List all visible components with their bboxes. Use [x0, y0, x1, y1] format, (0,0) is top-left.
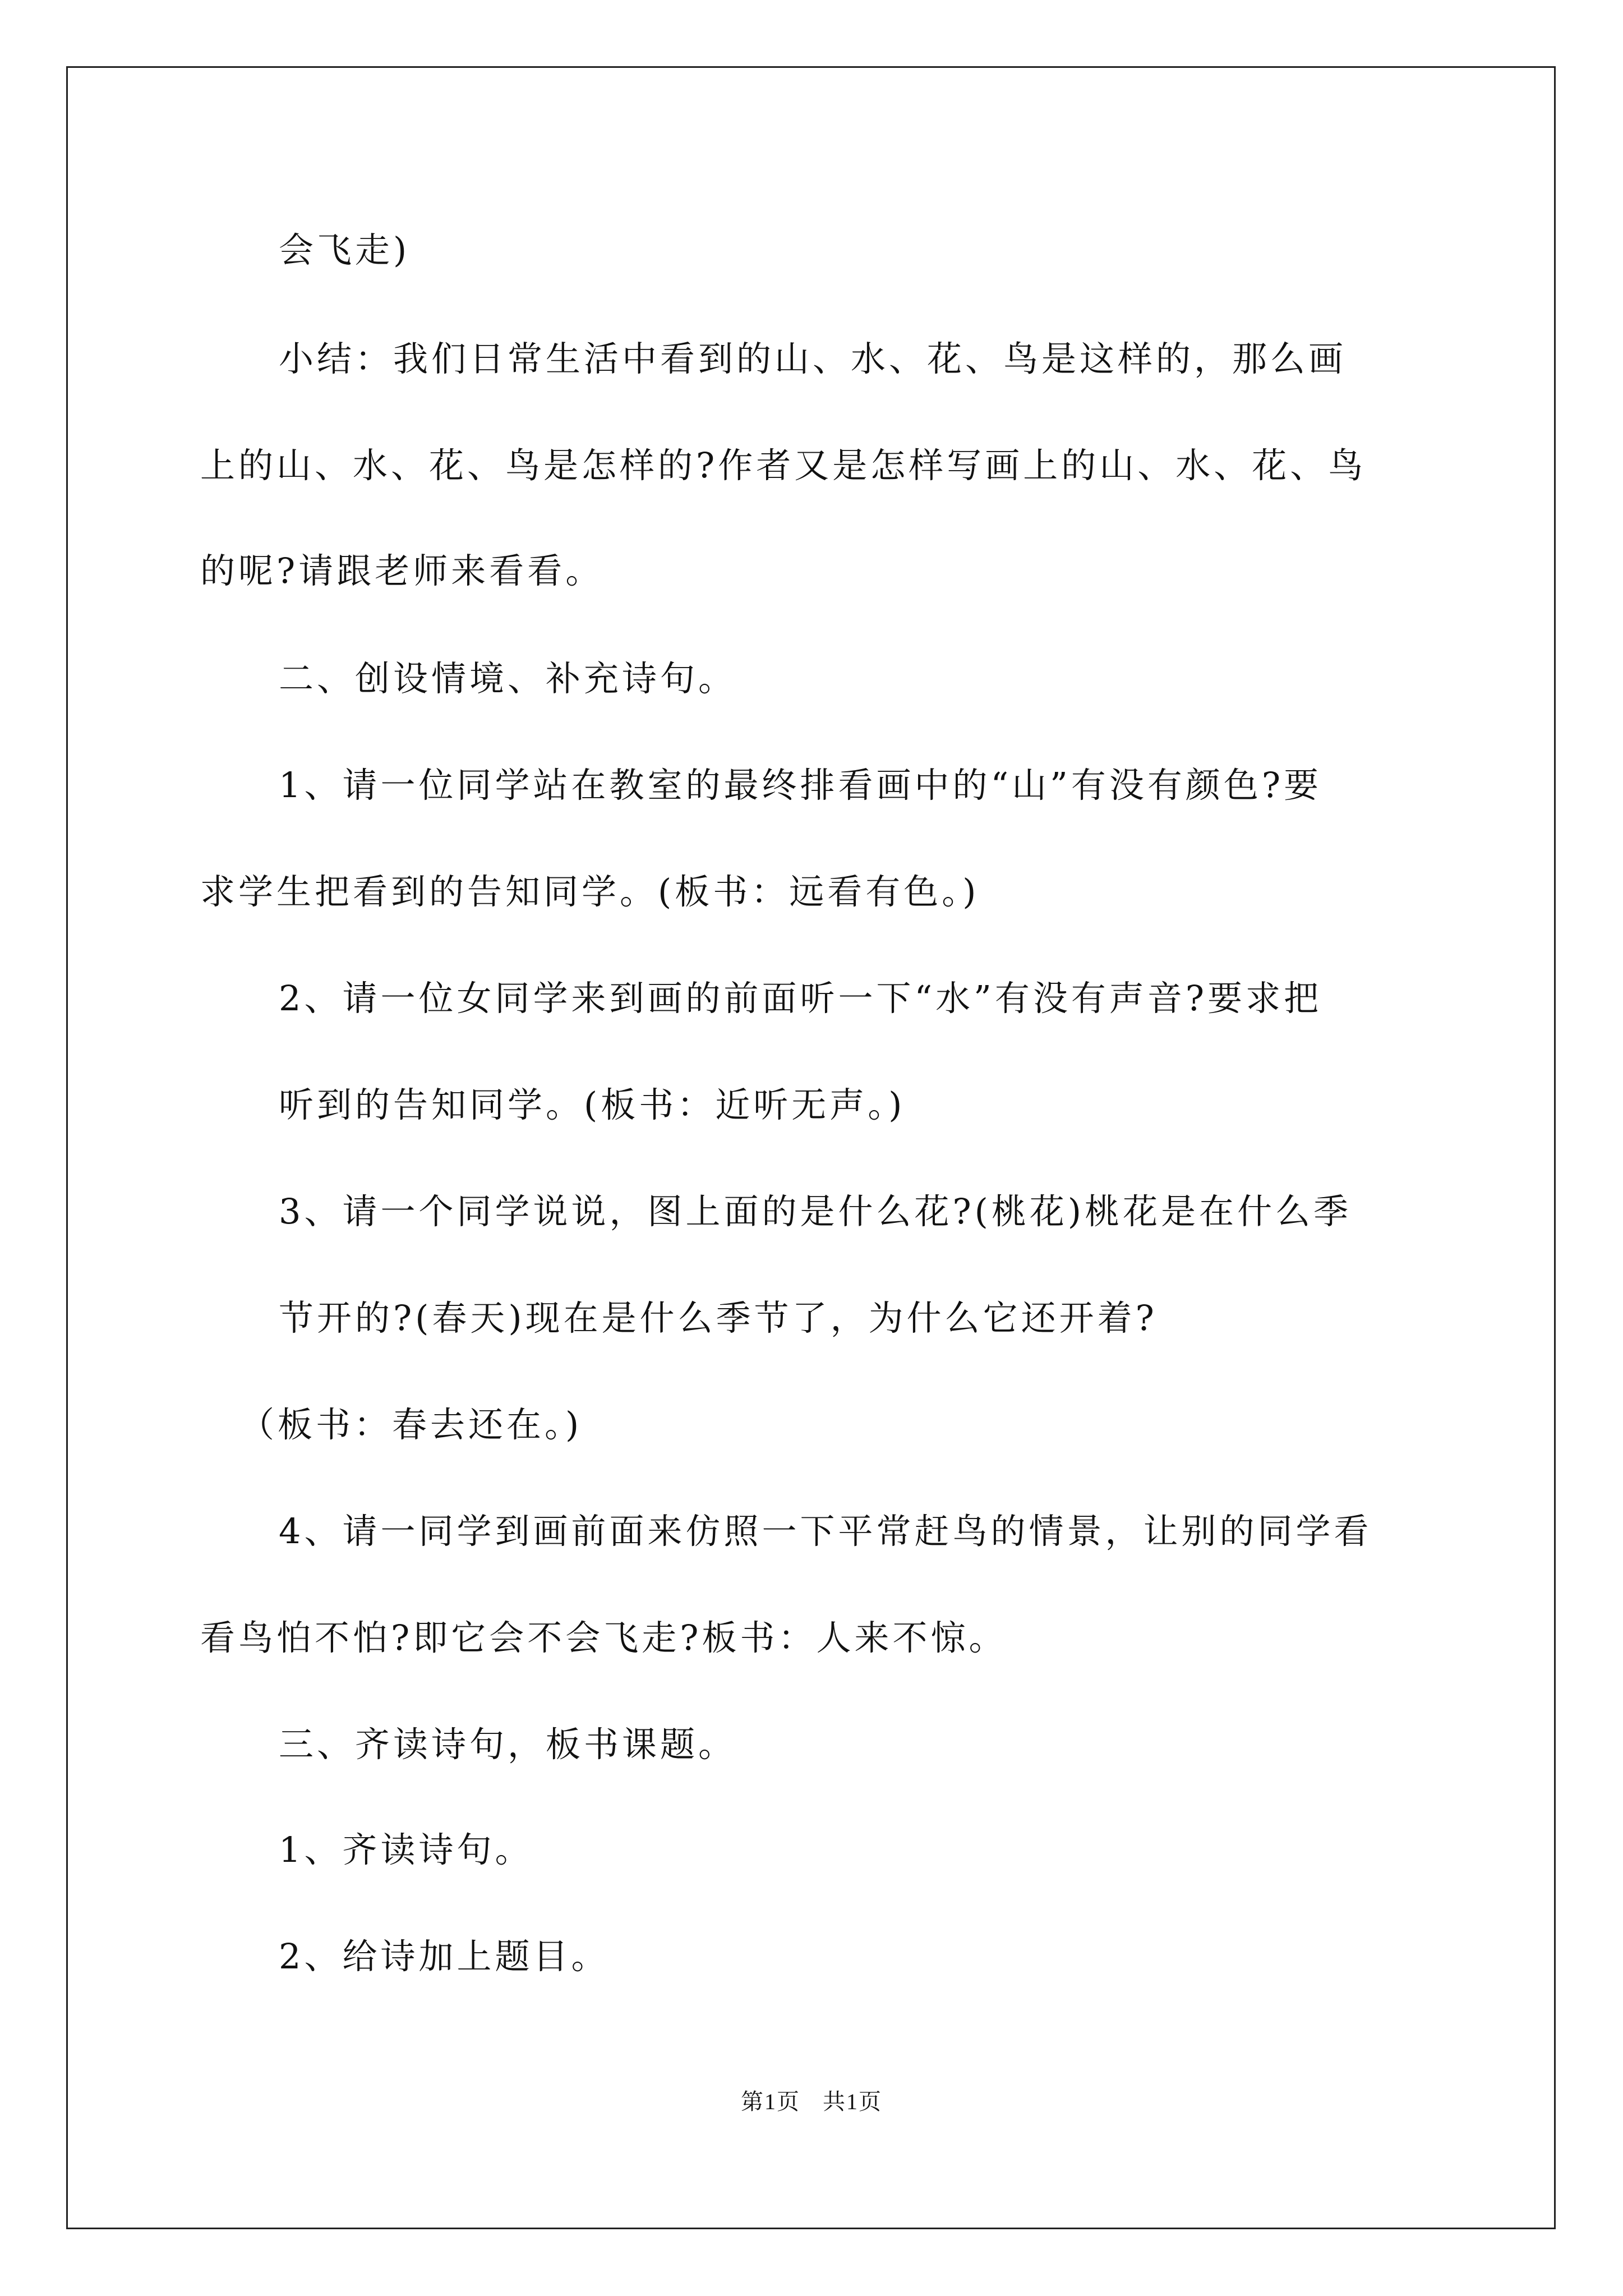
- text-line: 节开的?(春天)现在是什么季节了，为什么它还开着?: [279, 1297, 1158, 1338]
- page-border: [66, 66, 1556, 2229]
- section-heading: 二、创设情境、补充诗句。: [279, 658, 737, 699]
- text-line: 1、齐读诗句。: [279, 1829, 533, 1870]
- text-line: 3、请一个同学说说，图上面的是什么花?(桃花)桃花是在什么季: [279, 1191, 1352, 1232]
- page-total: 共1页: [823, 2089, 882, 2114]
- text-line: 看鸟怕不怕?即它会不会飞走?板书：人来不惊。: [200, 1617, 1007, 1658]
- text-line: 的呢?请跟老师来看看。: [200, 550, 604, 591]
- text-line: 小结：我们日常生活中看到的山、水、花、鸟是这样的，那么画: [279, 338, 1347, 379]
- section-heading: 三、齐读诗句，板书课题。: [279, 1724, 737, 1765]
- text-line: 2、给诗加上题目。: [279, 1936, 610, 1977]
- text-line: （板书：春去还在。): [239, 1404, 583, 1445]
- text-line: 1、请一位同学站在教室的最终排看画中的“山”有没有颜色?要: [279, 765, 1322, 806]
- text-line: 2、请一位女同学来到画的前面听一下“水”有没有声音?要求把: [279, 978, 1322, 1019]
- text-line: 求学生把看到的告知同学。(板书：远看有色。): [200, 871, 980, 912]
- text-line: 4、请一同学到画前面来仿照一下平常赶鸟的情景，让别的同学看: [279, 1511, 1372, 1552]
- text-line: 听到的告知同学。(板书：近听无声。): [279, 1084, 906, 1125]
- text-line: 上的山、水、花、鸟是怎样的?作者又是怎样写画上的山、水、花、鸟: [200, 445, 1367, 486]
- text-line: 会飞走): [279, 229, 411, 270]
- page-number: 第1页: [741, 2089, 800, 2114]
- page-footer: [0, 2088, 1623, 2116]
